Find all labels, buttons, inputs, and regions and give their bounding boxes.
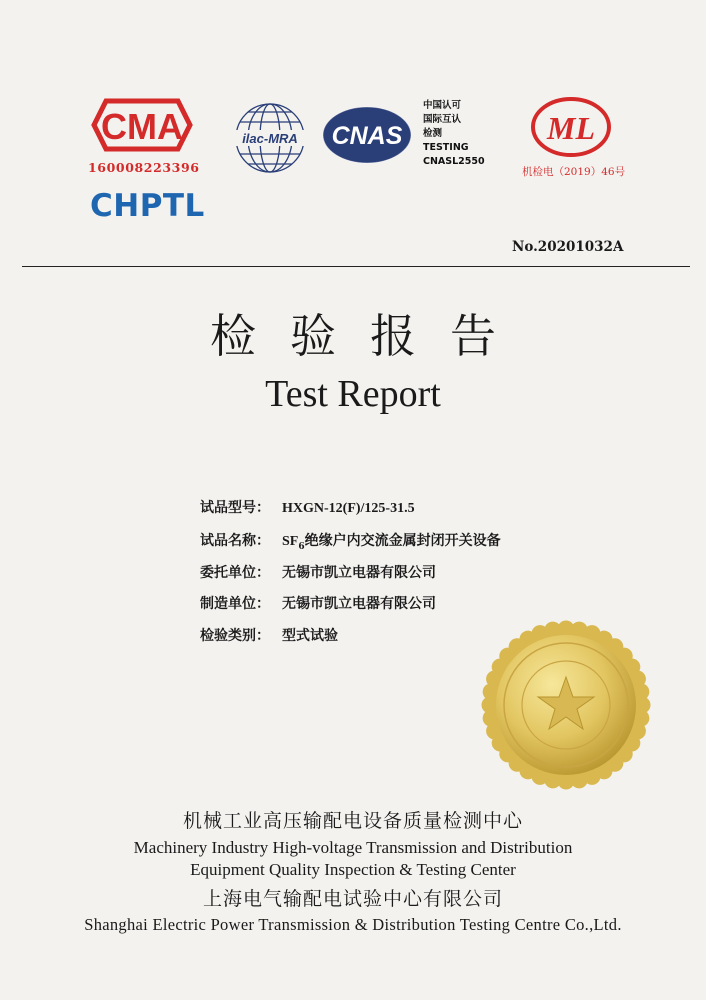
ml-number: 机检电（2019）46号 — [522, 166, 626, 178]
cnas-logo — [320, 104, 414, 166]
title-english: Test Report — [265, 373, 441, 415]
info-label-name: 试品名称： — [200, 533, 270, 549]
org1-name-english-line1: Machinery Industry High-voltage Transmission and Distribution — [133, 838, 573, 857]
header-divider — [22, 266, 690, 267]
info-row-model — [200, 497, 415, 517]
info-label-manufacturer: 制造单位： — [200, 596, 270, 612]
cma-logo-text: CMA — [101, 106, 183, 147]
org2-name-chinese: 上海电气输配电试验中心有限公司 — [202, 888, 503, 910]
title-chinese: 检验报告 — [210, 309, 530, 363]
info-row-name — [200, 530, 501, 552]
cnas-line-5: CNASL2550 — [423, 156, 485, 167]
ml-logo-text: ML — [547, 110, 595, 146]
cnas-line-3: 检测 — [423, 128, 443, 139]
ml-logo — [528, 94, 614, 160]
cnas-accreditation-text — [423, 99, 485, 169]
org1-name-chinese: 机械工业高压输配电设备质量检测中心 — [182, 810, 523, 832]
org2-name-english: Shanghai Electric Power Transmission & Distribution Testing Centre Co.,Ltd. — [84, 915, 622, 934]
cnas-logo-text: CNAS — [331, 122, 403, 150]
gold-seal-icon — [476, 615, 656, 795]
cnas-line-4: TESTING — [423, 142, 469, 153]
cma-logo — [86, 95, 198, 155]
info-value-name-subscript: 6 — [298, 541, 305, 552]
info-label-model: 试品型号： — [200, 500, 270, 516]
info-value-name-prefix: SF — [282, 534, 299, 549]
cma-number: 160008223396 — [88, 160, 200, 175]
chptl-logo: CHPTL — [90, 188, 205, 224]
ilac-mra-logo — [228, 100, 312, 176]
info-label-client: 委托单位： — [200, 565, 270, 581]
ilac-logo-text: ilac-MRA — [242, 131, 298, 146]
cnas-line-1: 中国认可 — [423, 100, 462, 111]
info-row-client — [200, 562, 436, 582]
info-value-name: 绝缘户内交流金属封闭开关设备 — [304, 533, 501, 549]
report-number: No.20201032A — [512, 239, 624, 255]
info-row-test-type — [200, 625, 338, 645]
info-value-client: 无锡市凯立电器有限公司 — [282, 565, 436, 581]
info-label-test-type: 检验类别： — [200, 628, 270, 644]
cnas-line-2: 国际互认 — [423, 114, 462, 125]
info-value-manufacturer: 无锡市凯立电器有限公司 — [282, 596, 436, 612]
info-value-test-type: 型式试验 — [282, 628, 338, 644]
info-row-manufacturer — [200, 593, 436, 613]
info-value-model: HXGN-12(F)/125-31.5 — [282, 501, 415, 516]
org1-name-english-line2: Equipment Quality Inspection & Testing Center — [190, 860, 516, 879]
